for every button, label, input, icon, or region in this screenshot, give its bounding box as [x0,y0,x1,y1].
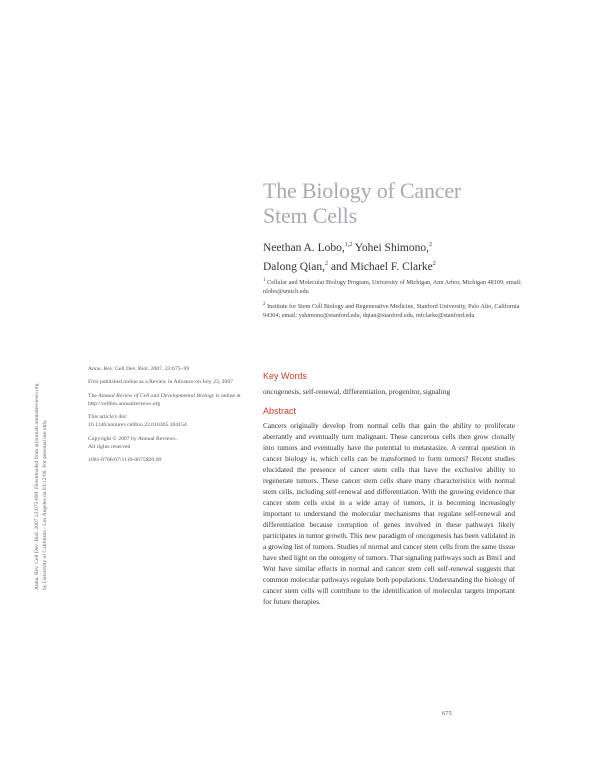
doi-link[interactable]: 10.1146/annurev.cellbio.22.010305.104154 [88,422,187,429]
author-list [263,237,436,275]
author-clarke: and Michael F. Clarke [327,260,433,273]
title-line-1: The Biology of Cancer [263,178,462,203]
author-shimono-affil: 2 [428,242,432,248]
affiliation-1: $^1$ Cellular and Molecular Biology Program, University of Michigan, Ann Arbor, Michigan 48109; email: nlobo@umich.edu [263,277,522,296]
published-online: First published online as a Review in Advance on July 23, 2007 [88,379,234,386]
page-number: 675 [442,710,452,717]
journal-online-note: The Annual Review of Cell and Developmental Biology is online at http://cellbio.annualreviews.org [88,392,241,407]
author-qian-affil: 2 [324,260,328,267]
affiliations [263,276,523,324]
keywords-text: oncogenesis, self-renewal, differentiation, progenitor, signaling [263,387,451,396]
watermark-line-1: Annu. Rev. Cell Dev. Biol. 2007.23:675-699. Downloaded from arjournals.annualreviews.org [34,383,40,590]
author-shimono: Yohei Shimono, [352,241,429,254]
author-qian: Dalong Qian, [263,260,325,273]
issn: 1081-0706/07/1110-0675$20.00 [88,457,162,464]
citation: Annu. Rev. Cell Dev. Biol. 2007. 23:675–99 [88,366,190,372]
abstract-text: Cancers originally develop from normal cells that gain the ability to proliferate aberrantly and eventually turn malignant. These cancerous cells then grow clonally into tumors and eventually have the potential to metastasize. A central question in cancer biology is, which cells can be transformed to form tumors? Recent studies elucidated the presence of cancer stem cells that have the exclusive ability to regenerate tumors. These cancer stem cells share many characteristics with normal stem cells, including self-renewal and differentiation. With the growing evidence that cancer stem cells exist in a wide array of tumors, it is becoming increasingly important to understand the molecular mechanisms that regulate self-renewal and differentiation because corruption of genes involved in these pathways likely participates in tumor growth. This new paradigm of oncogenesis has been validated in a growing list of tumors. Studies of normal and cancer stem cells from the same tissue have shed light on the ontogeny of tumors. That signaling pathways such as Bmi1 and Wnt have similar effects in normal and cancer stem cell self-renewal suggests that common molecular pathways regulate both populations. Understanding the biology of cancer stem cells will contribute to the identification of molecular targets important for future therapies. [263,421,515,606]
abstract-heading: Abstract [263,406,297,416]
author-lobo: Neethan A. Lobo, [263,241,345,254]
download-watermark [34,200,66,590]
copyright-block: Copyright © 2007 by Annual Reviews. All rights reserved [88,435,177,451]
author-lobo-affil: 1,2 [344,242,353,248]
keywords-heading: Key Words [263,371,307,381]
affiliation-2: $^2$ Institute for Stem Cell Biology and Regenerative Medicine, Stanford University, Palo Alto, California 94304; email: yshimono@stanford.edu, dqian@stanford.edu, mfclarke@stanford.edu [263,300,520,320]
article-title [263,178,461,228]
doi-block: This article's doi: 10.1146/annurev.cellbio.22.010305.104154 [88,414,187,429]
title-line-2: Stem Cells [263,203,357,228]
author-clarke-affil: 2 [432,260,436,267]
watermark-line-2: by University of California - Los Angeles on 03/12/08. For personal use only. [41,419,48,590]
publication-sidebar [88,365,258,470]
